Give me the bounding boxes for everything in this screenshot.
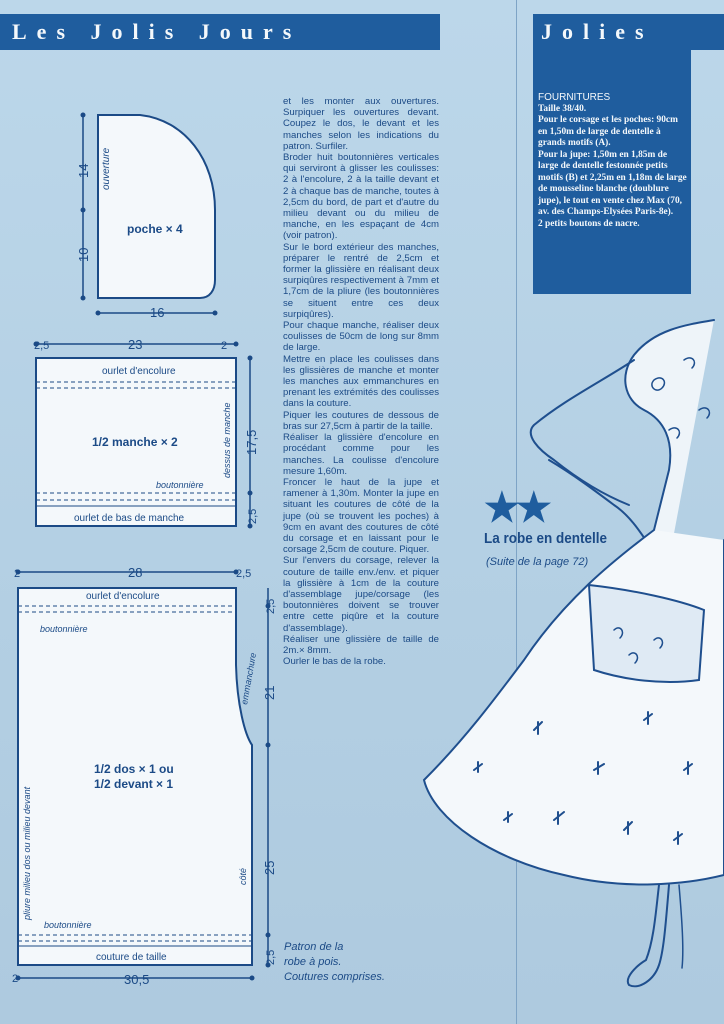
corsage-label-1: 1/2 dos × 1 ou <box>94 762 174 776</box>
corsage-dim-right-top: 2,5 <box>265 598 277 614</box>
instruction-paragraph: Froncer le haut de la jupe et ramener à 1,30m. Monter la jupe en situant les coutures de côté de la jupe (où se trouvent les poches) à 9cm en avant des coutures de côté du corsage et en laissant pour le corsage 2,5cm de couture. Piquer. <box>283 476 439 556</box>
instruction-paragraph: Broder huit boutonnières verticales qui serviront à glisser les coulisses: 2 à l'encolure, 2 à la taille devant et 2 à chaque bas de manche, toutes à 2,5cm du bord, de part et d'autre du milieu devant ou du milieu de manche, en les espaçant de 4cm (voir patron). <box>283 152 439 242</box>
fournitures-corsage: Pour le corsage et les poches: 90cm en 1,50m de large de dentelle à grands motifs (A). <box>538 115 678 148</box>
manche-dim-hem: 2,5 <box>247 508 259 524</box>
pattern-caption <box>284 940 385 985</box>
corsage-buttonhole-top: boutonnière <box>40 624 88 634</box>
caption-line: robe à pois. <box>284 956 342 968</box>
instruction-paragraph: Pour chaque manche, réaliser deux coulisses de 50cm de long sur 8mm de large. <box>283 320 439 354</box>
poche-label: poche × 4 <box>127 222 183 236</box>
fournitures-heading: FOURNITURES <box>538 92 611 103</box>
manche-top-label: ourlet d'encolure <box>102 366 176 377</box>
corsage-armhole-label: emmanchure <box>239 651 259 706</box>
corsage-dim-right-bottom: 2,5 <box>265 949 277 965</box>
instruction-paragraph: Réaliser une glissière de taille de 2m.× 8mm. <box>283 633 439 656</box>
corsage-top-label: ourlet d'encolure <box>86 591 160 602</box>
corsage-dim-top-width: 28 <box>128 565 143 580</box>
instruction-paragraph: Réaliser la glissière d'encolure en procédant comme pour les manches. La coulisse d'encolure mesure 1,60m. <box>283 432 439 477</box>
manche-dim-width: 23 <box>128 337 143 352</box>
caption-line: Coutures comprises. <box>284 971 385 983</box>
poche-dim-14: 14 <box>76 163 91 178</box>
article-title: La robe en dentelle <box>484 530 608 547</box>
instruction-paragraph: Ourler le bas de la robe. <box>283 656 386 668</box>
corsage-dim-right-mid: 21 <box>262 685 277 700</box>
instruction-paragraph: Sur le bord extérieur des manches, préparer le rentré de 2,5cm et former la glissière en réalisant deux surpiqûres respectivement à 7mm et 1,7cm de la pliure (les boutonnières se situent entre ces deux surpiqûres). <box>283 241 439 320</box>
manche-bottom-label: ourlet de bas de manche <box>74 513 185 524</box>
corsage-label-2: 1/2 devant × 1 <box>94 777 174 791</box>
corsage-buttonhole-bottom: boutonnière <box>44 920 92 930</box>
article-subtitle: (Suite de la page 72) <box>486 556 589 568</box>
poche-edge-label: ouverture <box>101 147 112 190</box>
difficulty-stars: ★★ <box>484 486 548 530</box>
corsage-dim-top-left: 2 <box>14 568 21 580</box>
instruction-paragraph: Sur l'envers du corsage, relever la couture de taille env./env. et piquer la glissière à 1cm de la couture d'assemblage jupe/corsage (les boutonnières doivent se trouver entre cette piqûre et la couture d'assemblage). <box>283 555 439 634</box>
sewing-pattern-diagrams <box>0 0 280 1024</box>
manche-dim-left: 2,5 <box>34 340 50 352</box>
poche-dim-10: 10 <box>76 247 91 262</box>
caption-line: Patron de la <box>284 941 344 953</box>
fournitures-jupe: Pour la jupe: 1,50m en 1,85m de large de dentelle festonnée petits motifs (B) et 2,25m en 1,18m de large de mousseline blanche (doublure jupe), le tout en vente chez Max (70, av. des Champs-Elysées Paris-8e). <box>538 149 687 217</box>
instruction-paragraph: Piquer les coutures de dessous de bras sur 27,5cm à partir de la taille. <box>283 409 439 432</box>
dress-illustration <box>414 300 724 1010</box>
manche-label: 1/2 manche × 2 <box>92 435 178 449</box>
fournitures-size: Taille 38/40. <box>538 103 587 114</box>
instruction-paragraph: Mettre en place les coulisses dans les glissières de manche et monter les manches aux emmanchures en prenant les extrémités des coulisses dans la couture. <box>283 353 439 410</box>
poche-piece-outline <box>98 115 215 298</box>
corsage-bottom-label: couture de taille <box>96 952 167 963</box>
fournitures-box <box>533 50 691 294</box>
manche-dim-height: 17,5 <box>244 429 259 455</box>
corsage-fold-label: pliure milieu dos ou milieu devant <box>22 786 32 920</box>
instruction-paragraph: et les monter aux ouvertures. Surpiquer les ouvertures devant. Coupez le dos, le devant et les manches selon les indications du patron. Surfiler. <box>283 96 439 152</box>
corsage-dim-top-right: 2,5 <box>236 568 252 580</box>
section-banner-left: Les Jolis Jours <box>0 14 440 50</box>
manche-buttonhole: boutonnière <box>156 480 204 490</box>
corsage-dim-right-low: 25 <box>262 860 277 875</box>
manche-dim-right: 2 <box>221 340 228 352</box>
corsage-dim-bottom-width: 30,5 <box>124 972 150 987</box>
section-banner-right: Jolies <box>533 14 724 50</box>
poche-dim-16: 16 <box>150 305 165 320</box>
fournitures-boutons: 2 petits boutons de nacre. <box>538 218 640 229</box>
manche-side-label: dessus de manche <box>222 402 232 478</box>
corsage-side-label: côté <box>238 867 248 885</box>
corsage-dim-bottom-left: 2 <box>12 973 19 985</box>
